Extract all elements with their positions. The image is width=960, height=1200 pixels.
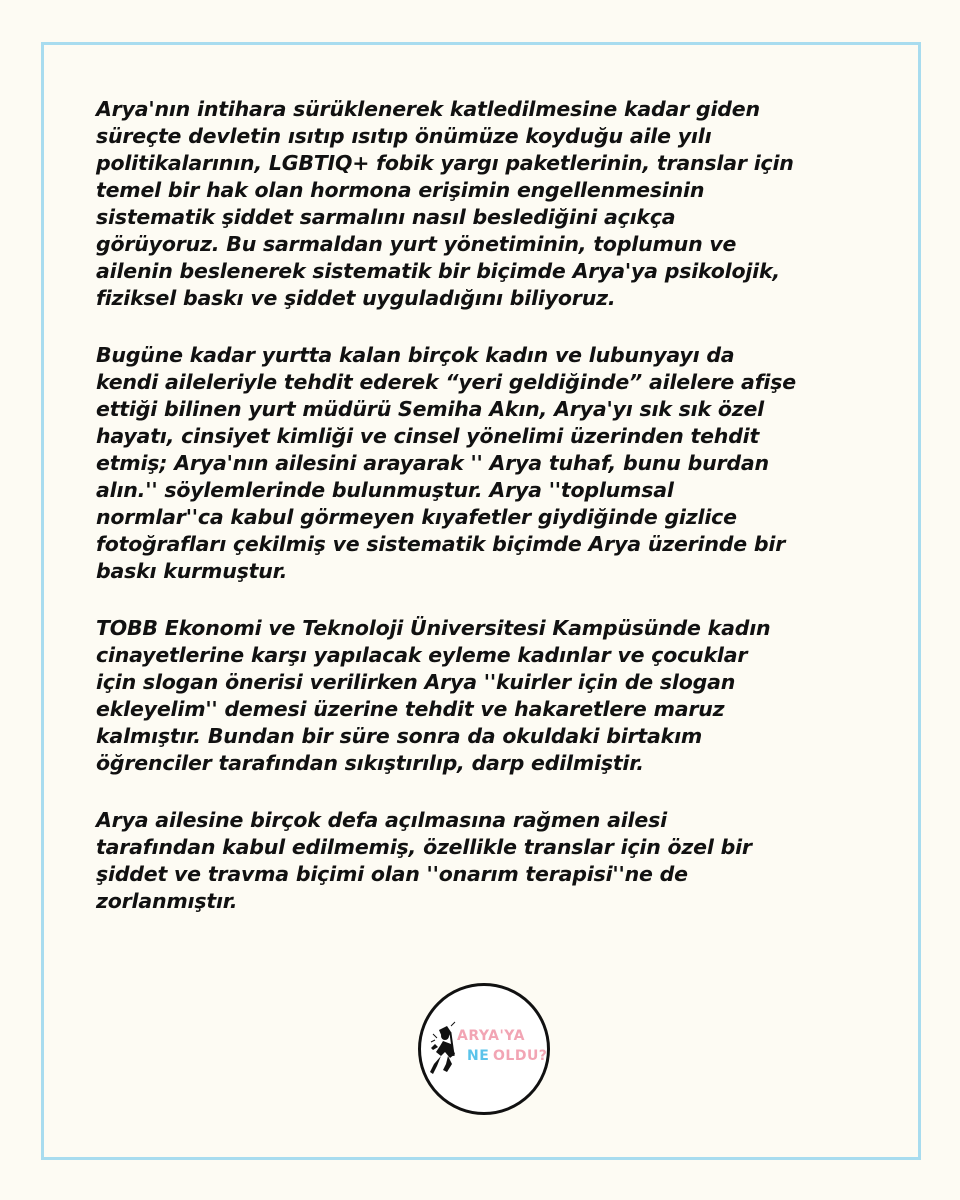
text-line: ettiği bilinen yurt müdürü Semiha Akın, Arya'yı sık sık özel (96, 397, 765, 421)
text-line: kendi aileleriyle tehdit ederek “yeri geldiğinde” ailelere afişe (96, 370, 796, 394)
text-line: görüyoruz. Bu sarmaldan yurt yönetiminin, toplumun ve (96, 232, 737, 256)
text-line: Arya ailesine birçok defa açılmasına rağmen ailesi (96, 808, 667, 832)
paragraph-4 (96, 807, 876, 915)
text-line: ailenin beslenerek sistematik bir biçimde Arya'ya psikolojik, (96, 259, 781, 283)
text-line: şiddet ve travma biçimi olan ''onarım terapisi''ne de (96, 862, 688, 886)
text-line: sistematik şiddet sarmalını nasıl beslediğini açıkça (96, 205, 676, 229)
text-line: alın.'' söylemlerinde bulunmuştur. Arya ''toplumsal (96, 478, 674, 502)
text-line: etmiş; Arya'nın ailesini arayarak '' Arya tuhaf, bunu burdan (96, 451, 769, 475)
text-line: süreçte devletin ısıtıp ısıtıp önümüze koyduğu aile yılı (96, 124, 712, 148)
arya-ya-ne-oldu-logo (418, 983, 550, 1115)
text-line: Arya'nın intihara sürüklenerek katledilmesine kadar giden (96, 97, 760, 121)
text-line: öğrenciler tarafından sıkıştırılıp, darp edilmiştir. (96, 751, 644, 775)
text-line: politikalarının, LGBTIQ+ fobik yargı paketlerinin, translar için (96, 151, 794, 175)
text-line: normlar''ca kabul görmeyen kıyafetler giydiğinde gizlice (96, 505, 737, 529)
text-line: hayatı, cinsiyet kimliği ve cinsel yönelimi üzerinden tehdit (96, 424, 760, 448)
text-line: baskı kurmuştur. (96, 559, 288, 583)
text-line: temel bir hak olan hormona erişimin engellenmesinin (96, 178, 705, 202)
text-line: TOBB Ekonomi ve Teknoloji Üniversitesi Kampüsünde kadın (96, 616, 771, 640)
logo-title-word-ne: NE (467, 1048, 490, 1064)
text-line: kalmıştır. Bundan bir süre sonra da okuldaki birtakım (96, 724, 703, 748)
logo-title-word-oldu: OLDU? (493, 1048, 548, 1064)
text-line: ekleyelim'' demesi üzerine tehdit ve hakaretlere maruz (96, 697, 725, 721)
text-line: fotoğrafları çekilmiş ve sistematik biçimde Arya üzerinde bir (96, 532, 786, 556)
text-line: tarafından kabul edilmemiş, özellikle translar için özel bir (96, 835, 752, 859)
text-line: zorlanmıştır. (96, 889, 238, 913)
statement-text (96, 96, 876, 945)
logo-title-line-1: ARYA'YA (457, 1028, 525, 1044)
paragraph-1 (96, 96, 876, 312)
text-line: cinayetlerine karşı yapılacak eyleme kadınlar ve çocuklar (96, 643, 748, 667)
text-line: Bugüne kadar yurtta kalan birçok kadın ve lubunyayı da (96, 343, 735, 367)
text-line: için slogan önerisi verilirken Arya ''kuirler için de slogan (96, 670, 736, 694)
paragraph-3 (96, 615, 876, 777)
text-line: fiziksel baskı ve şiddet uyguladığını biliyoruz. (96, 286, 616, 310)
paragraph-2 (96, 342, 876, 585)
